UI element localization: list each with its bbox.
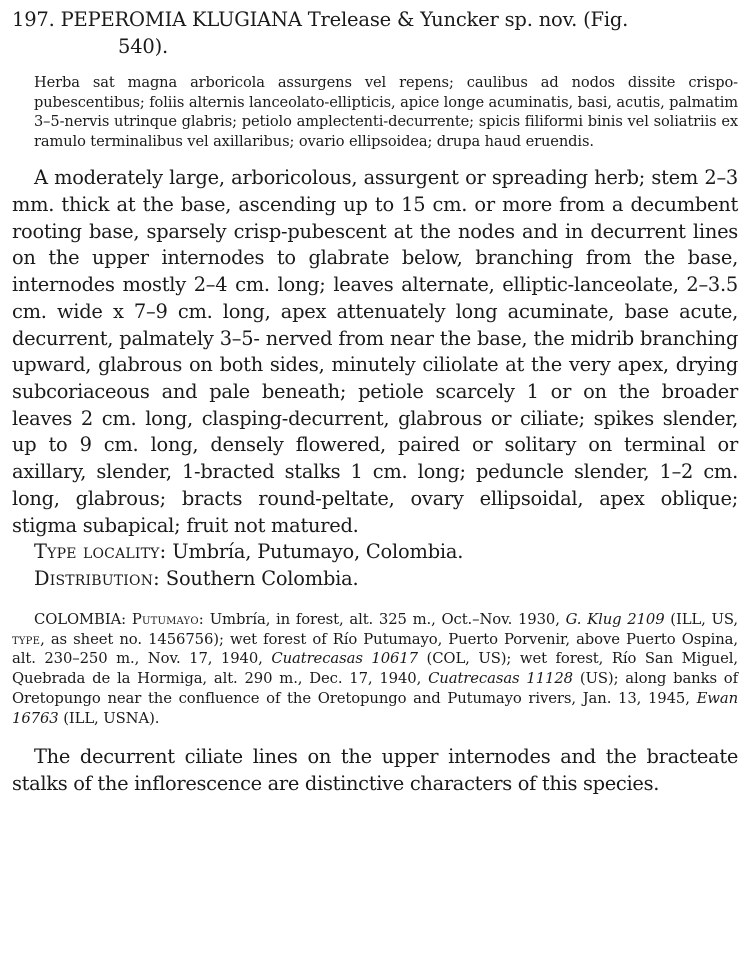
latin-diagnosis: Herba sat magna arboricola assurgens vel repens; caulibus ad nodos dissite crispo-pubescentibus; foliis alternis lanceolato-ellipticis, apice longe acuminatis, basi, acutis, palmatim 3–5-nervis utrinque glabris; petiolo amplectenti-decurrente; spicis filiformi binis vel soliatriis ex ramulo terminalibus vel axillaribus; ovario ellipsoidea; drupa haud eruendis.	[34, 74, 739, 150]
collector-number: Ewan 16763	[12, 690, 739, 728]
species-number: 197.	[12, 8, 55, 31]
collector-number: Cuatrecasas 11128	[428, 670, 573, 688]
specimen-text: (ILL, US,	[670, 610, 738, 628]
type-designation: type	[12, 630, 41, 648]
type-locality-label: Type locality:	[34, 540, 167, 564]
specimen-department: Putumayo:	[131, 610, 204, 628]
figure-reference: 540).	[118, 35, 169, 58]
specimens-cited	[12, 610, 738, 729]
type-locality	[12, 539, 738, 566]
distribution	[12, 566, 738, 593]
type-locality-value: Umbría, Putumayo, Colombia.	[172, 540, 464, 564]
species-authors: Trelease & Yuncker sp. nov. (Fig.	[307, 8, 629, 31]
specimen-text: (US); along banks of Oretopungo near the confluence of the Oretopungo and Putumayo rivers, Jan. 13, 1945,	[12, 670, 738, 708]
closing-remark: The decurrent ciliate lines on the upper internodes and the bracteate stalks of the inflorescence are distinctive characters of this species.	[12, 745, 738, 795]
distribution-label: Distribution:	[34, 566, 160, 590]
specimen-text: (COL, US); wet forest, Río San Miguel, Quebrada de la Hormiga, alt. 290 m., Dec. 17, 1940,	[12, 650, 738, 688]
species-description: A moderately large, arboricolous, assurgent or spreading herb; stem 2–3 mm. thick at the base, ascending up to 15 cm. or more from a decumbent rooting base, sparsely crisp-pubescent at the nodes and in decurrent lines on the upper internodes to glabrate below, branching from the base, internodes mostly 2–4 cm. long; leaves alternate, elliptic-lanceolate, 2–3.5 cm. wide x 7–9 cm. long, apex attenuately long acuminate, base acute, decurrent, palmately 3–5- nerved from near the base, the midrib branching upward, glabrous on both sides, minutely ciliolate at the very apex, drying subcoriaceous and pale beneath; petiole scarcely 1 or on the broader leaves 2 cm. long, clasping-decurrent, glabrous or ciliate; spikes slender, up to 9 cm. long, densely flowered, paired or solitary on terminal or axillary, slender, 1-bracted stalks 1 cm. long; peduncle slender, 1–2 cm. long, glabrous; bracts round-peltate, ovary ellipsoidal, apex oblique; stigma subapical; fruit not matured.	[12, 166, 738, 537]
specimen-text: (ILL, USNA).	[63, 710, 160, 728]
distribution-value: Southern Colombia.	[165, 566, 359, 590]
collector-number: Cuatrecasas 10617	[271, 650, 418, 668]
species-heading	[12, 6, 738, 60]
specimen-country: COLOMBIA:	[34, 610, 127, 628]
specimen-text: , as sheet no. 1456756); wet forest of Río Putumayo, Puerto Porvenir, above Puerto Ospina, alt. 230–250 m., Nov. 17, 1940,	[12, 630, 738, 668]
collector-number: G. Klug 2109	[565, 610, 665, 628]
specimen-text: Umbría, in forest, alt. 325 m., Oct.–Nov. 1930,	[209, 610, 560, 628]
species-name: PEPEROMIA KLUGIANA	[60, 8, 302, 31]
